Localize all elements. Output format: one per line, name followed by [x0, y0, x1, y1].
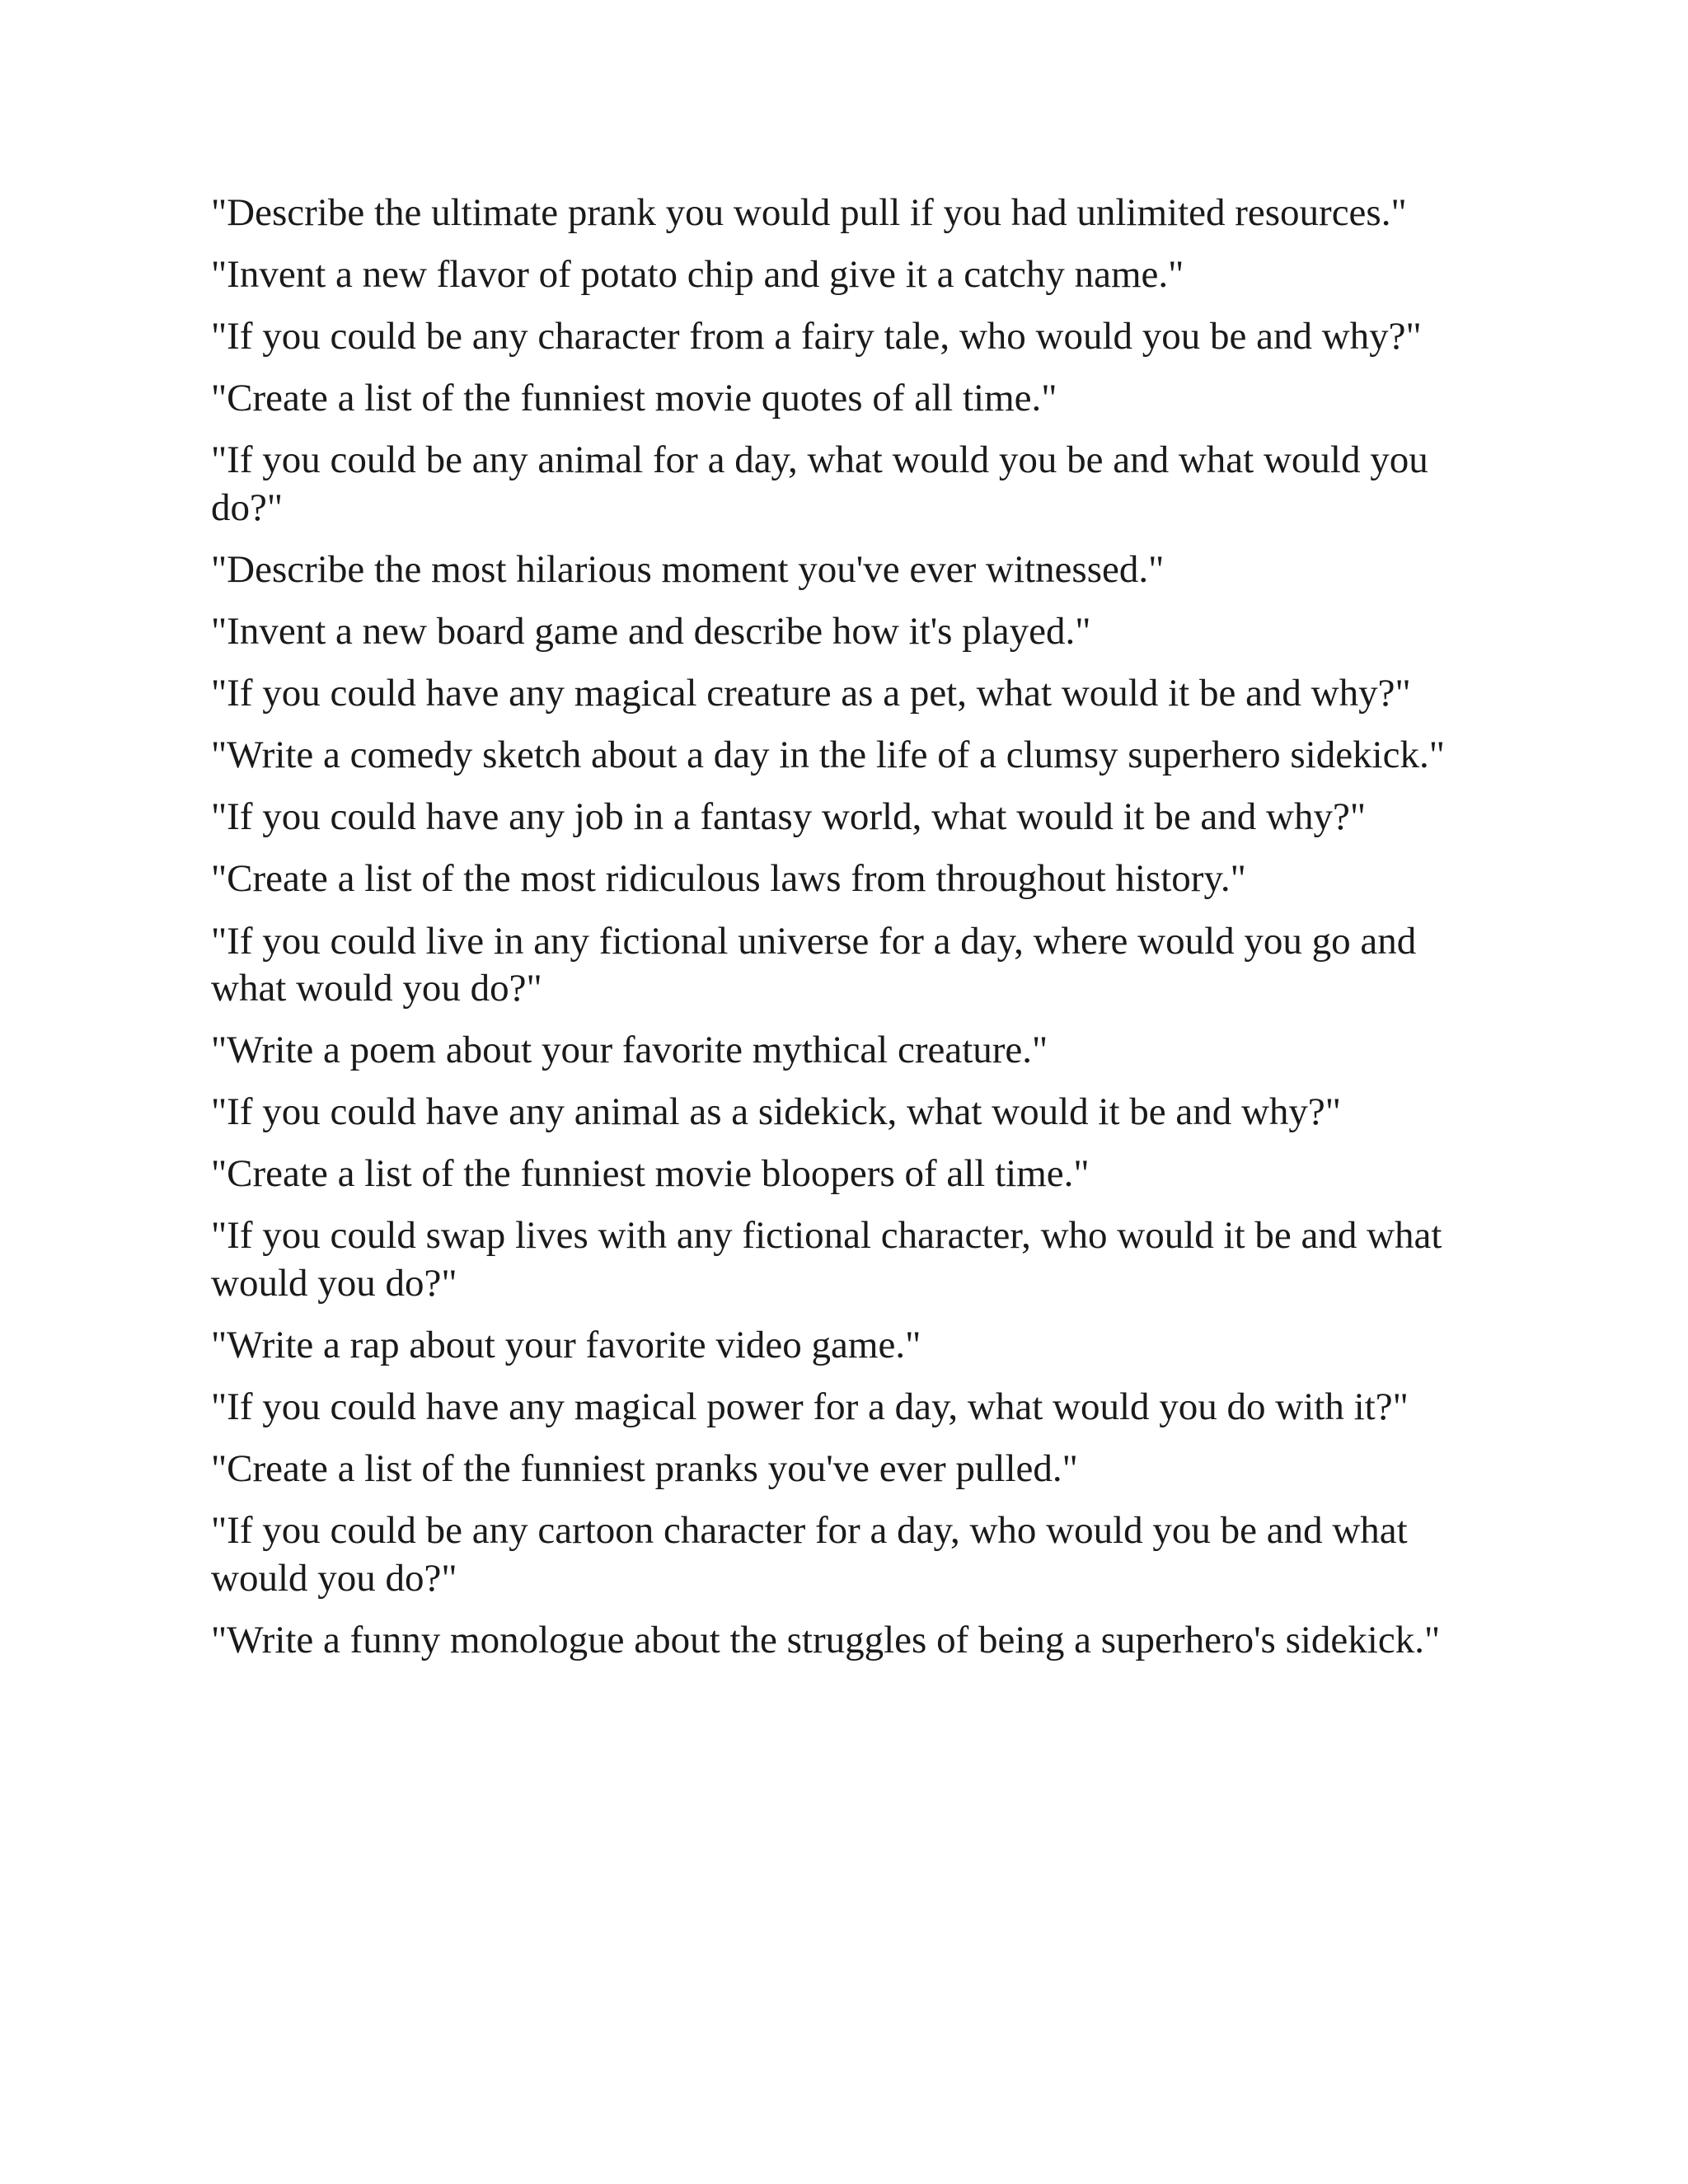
- prompt-item: "If you could have any job in a fantasy world, what would it be and why?": [211, 795, 1367, 839]
- prompt-item: "Write a funny monologue about the struggles of being a superhero's sidekick.": [211, 1618, 1441, 1661]
- prompt-item: "Invent a new board game and describe how it's played.": [211, 610, 1091, 654]
- prompt-item: "Write a rap about your favorite video game.": [211, 1324, 921, 1366]
- prompt-item: "Invent a new flavor of potato chip and give it a catchy name.": [211, 253, 1184, 297]
- prompt-item: "If you could have any magical power for a day, what would you do with it?": [211, 1385, 1409, 1429]
- prompt-item: "Create a list of the funniest pranks you've ever pulled.": [211, 1447, 1078, 1491]
- prompt-item: "Create a list of the funniest movie bloopers of all time.": [211, 1152, 1090, 1196]
- prompt-item: "If you could have any magical creature as a pet, what would it be and why?": [211, 672, 1411, 715]
- prompt-item: "Write a poem about your favorite mythical creature.": [211, 1029, 1048, 1072]
- prompt-item: "If you could swap lives with any fictional character, who would it be and what would you do?": [211, 1214, 1442, 1305]
- prompt-item: "Describe the most hilarious moment you've ever witnessed.": [211, 547, 1165, 591]
- prompt-item: "Create a list of the most ridiculous laws from throughout history.": [211, 857, 1246, 901]
- prompt-item: "If you could live in any fictional universe for a day, where would you go and what would you do?": [211, 919, 1417, 1010]
- prompt-item: "Create a list of the funniest movie quotes of all time.": [211, 377, 1057, 420]
- prompt-item: "If you could have any animal as a sidekick, what would it be and why?": [211, 1090, 1341, 1134]
- prompt-item: "If you could be any animal for a day, what would you be and what would you do?": [211, 438, 1428, 529]
- prompt-item: "Describe the ultimate prank you would pull if you had unlimited resources.": [211, 191, 1407, 234]
- prompt-item: "If you could be any cartoon character for a day, who would you be and what would you do?": [211, 1509, 1408, 1600]
- prompt-list: [211, 190, 1497, 1679]
- prompt-item: "If you could be any character from a fairy tale, who would you be and why?": [211, 315, 1422, 359]
- prompt-item: "Write a comedy sketch about a day in the life of a clumsy superhero sidekick.": [211, 733, 1445, 777]
